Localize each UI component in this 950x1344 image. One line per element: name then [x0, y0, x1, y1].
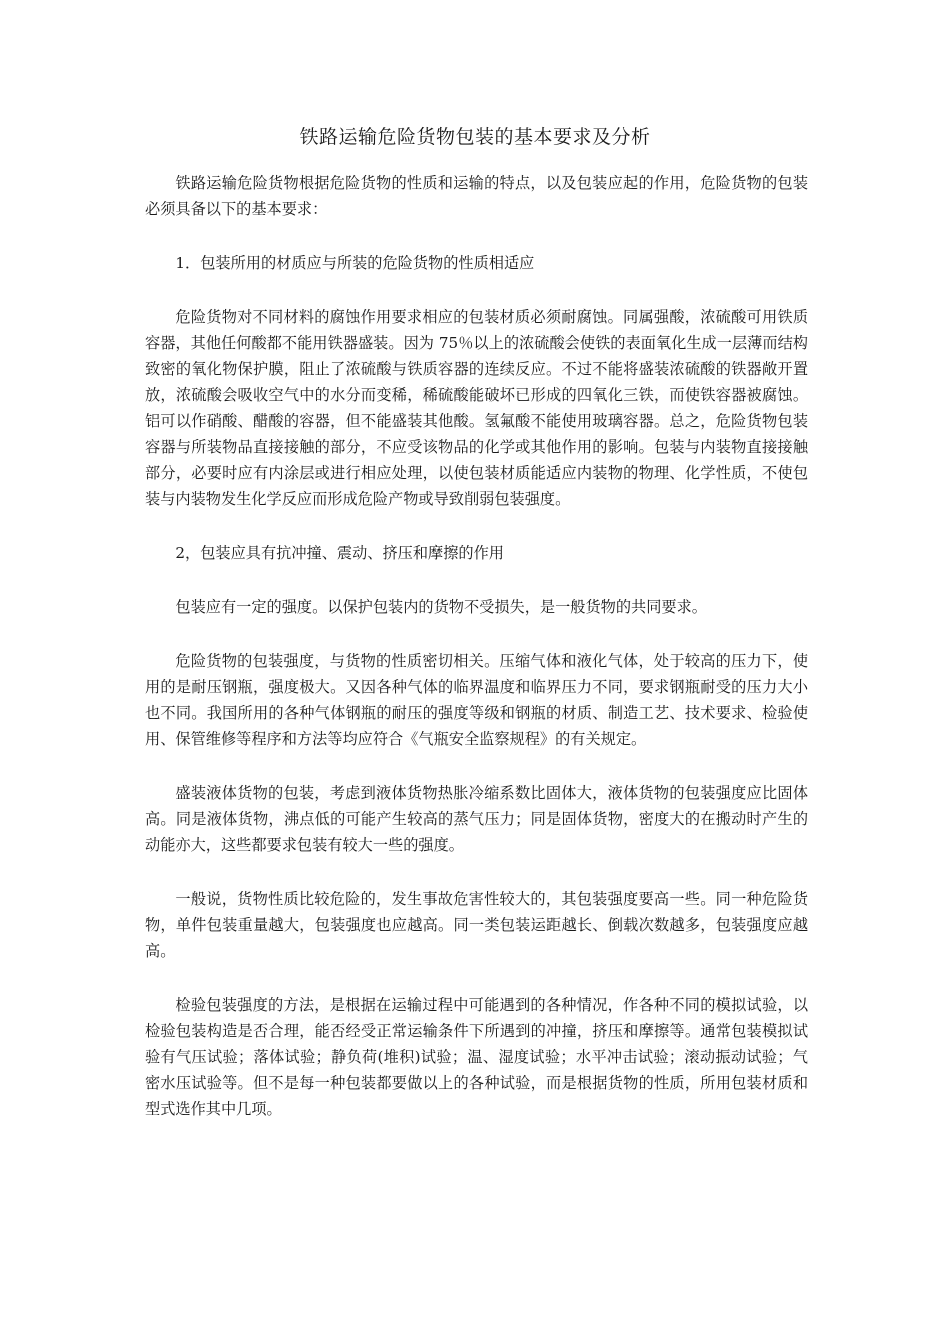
section-heading-1: 1．包装所用的材质应与所装的危险货物的性质相适应: [175, 254, 535, 272]
paragraph-danger-level: 一般说，货物性质比较危险的，发生事故危害性较大的，其包装强度要高一些。同一种危险货物，单件包装重量越大，包装强度也应越高。同一类包装运距越长、倒载次数越多，包装强度应越高。: [145, 890, 808, 960]
document-body: [145, 170, 808, 1122]
paragraph-liquid-goods: 盛装液体货物的包装，考虑到液体货物热胀冷缩系数比固体大，液体货物的包装强度应比固体高。同是液体货物，沸点低的可能产生较高的蒸气压力；同是固体货物，密度大的在搬动时产生的动能亦大，这些都要求包装有较大一些的强度。: [145, 784, 808, 854]
paragraph-corrosion: 危险货物对不同材料的腐蚀作用要求相应的包装材质必须耐腐蚀。同属强酸，浓硫酸可用铁质容器，其他任何酸都不能用铁器盛装。因为 75％以上的浓硫酸会使铁的表面氧化生成一层薄而结构致密的氧化物保护膜，阻止了浓硫酸与铁质容器的连续反应。不过不能将盛装浓硫酸的铁器敞开置放，浓硫酸会吸收空气中的水分而变稀，稀硫酸能破坏已形成的四氧化三铁，而使铁容器被腐蚀。铝可以作硝酸、醋酸的容器，但不能盛装其他酸。氢氟酸不能使用玻璃容器。总之，危险货物包装容器与所装物品直接接触的部分，不应受该物品的化学或其他作用的影响。包装与内装物直接接触部分，必要时应有内涂层或进行相应处理，以使包装材质能适应内装物的物理、化学性质，不使包装与内装物发生化学反应而形成危险产物或导致削弱包装强度。: [145, 308, 808, 508]
section-heading-2: 2，包装应具有抗冲撞、震动、挤压和摩擦的作用: [175, 544, 504, 562]
paragraph-strength: 包装应有一定的强度。以保护包装内的货物不受损失，是一般货物的共同要求。: [175, 598, 707, 616]
paragraph-testing: 检验包装强度的方法，是根据在运输过程中可能遇到的各种情况，作各种不同的模拟试验，以检验包装构造是否合理，能否经受正常运输条件下所遇到的冲撞，挤压和摩擦等。通常包装模拟试验有气压试验；落体试验；静负荷(堆积)试验；温、湿度试验；水平冲击试验；滚动振动试验；气密水压试验等。但不是每一种包装都要做以上的各种试验，而是根据货物的性质，所用包装材质和型式选作其中几项。: [145, 996, 808, 1118]
intro-paragraph: 铁路运输危险货物根据危险货物的性质和运输的特点，以及包装应起的作用，危险货物的包装必须具备以下的基本要求：: [145, 174, 808, 218]
paragraph-gas-cylinders: 危险货物的包装强度，与货物的性质密切相关。压缩气体和液化气体，处于较高的压力下，使用的是耐压钢瓶，强度极大。又因各种气体的临界温度和临界压力不同，要求钢瓶耐受的压力大小也不同。我国所用的各种气体钢瓶的耐压的强度等级和钢瓶的材质、制造工艺、技术要求、检验使用、保管维修等程序和方法等均应符合《气瓶安全监察规程》的有关规定。: [145, 652, 808, 748]
document-title: 铁路运输危险货物包装的基本要求及分析: [299, 126, 651, 148]
